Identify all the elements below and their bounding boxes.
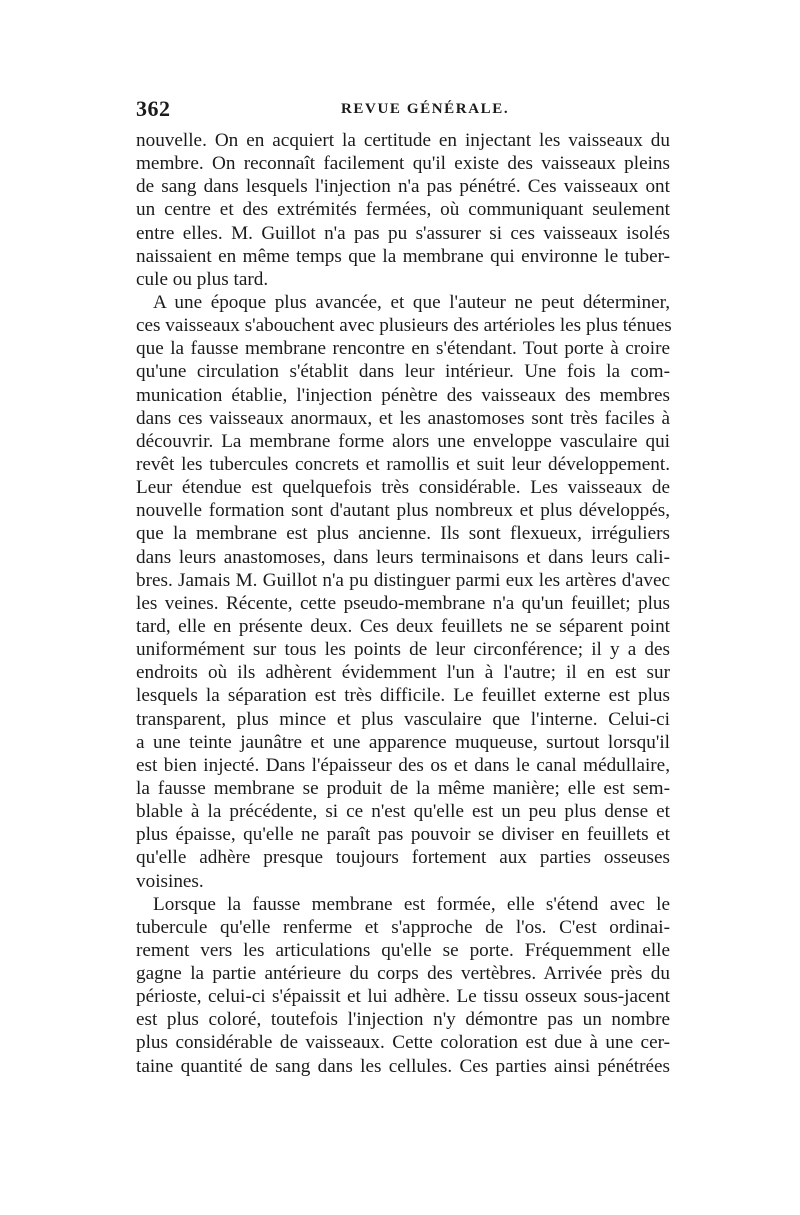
text-line: tard, elle en présente deux. Ces deux feuillets ne se séparent point <box>136 615 670 637</box>
text-line: périoste, celui-ci s'épaissit et lui adhère. Le tissu osseux sous-jacent <box>136 986 670 1008</box>
text-line: Leur étendue est quelquefois très considérable. Les vaisseaux de <box>136 477 670 499</box>
text-line: nouvelle formation sont d'autant plus nombreux et plus développés, <box>136 500 670 522</box>
text-line: que la membrane est plus ancienne. Ils sont flexueux, irréguliers <box>136 523 670 545</box>
text-line: endroits où ils adhèrent évidemment l'un à l'autre; il en est sur <box>136 662 670 684</box>
text-line: nouvelle. On en acquiert la certitude en injectant les vaisseaux du <box>136 130 670 151</box>
text-line: qu'elle adhère presque toujours fortement aux parties osseuses <box>136 847 670 869</box>
text-line: les veines. Récente, cette pseudo-membrane n'a qu'un feuillet; plus <box>136 592 670 614</box>
text-line: gagne la partie antérieure du corps des vertèbres. Arrivée près du <box>136 963 670 985</box>
paragraph-end-line: voisines. <box>136 870 204 892</box>
text-line: uniformément sur tous les points de leur circonférence; il y a des <box>136 639 670 661</box>
text-line: ces vaisseaux s'abouchent avec plusieurs des artérioles les plus ténues <box>136 315 672 337</box>
text-line: bres. Jamais M. Guillot n'a pu distinguer parmi eux les artères d'avec <box>136 569 670 591</box>
running-title: REVUE GÉNÉRALE. <box>341 101 510 117</box>
paragraph-start-line: Lorsque la fausse membrane est formée, elle s'étend avec le <box>153 893 670 915</box>
text-line: munication établie, l'injection pénètre des vaisseaux des membres <box>136 384 670 406</box>
text-line: de sang dans lesquels l'injection n'a pas pénétré. Ces vaisseaux ont <box>136 176 670 198</box>
page-header <box>136 96 670 122</box>
text-line: transparent, plus mince et plus vasculaire que l'interne. Celui-ci <box>136 708 670 730</box>
paragraph-start-line: A une époque plus avancée, et que l'auteur ne peut déterminer, <box>153 291 670 313</box>
text-line: qu'une circulation s'établit dans leur intérieur. Une fois la com- <box>136 361 670 383</box>
text-line: blable à la précédente, si ce n'est qu'elle est un peu plus dense et <box>136 801 670 823</box>
text-line: rement vers les articulations qu'elle se porte. Fréquemment elle <box>136 939 670 961</box>
text-line: lesquels la séparation est très difficile. Le feuillet externe est plus <box>136 685 670 707</box>
text-line: membre. On reconnaît facilement qu'il existe des vaisseaux pleins <box>136 153 670 175</box>
text-line: entre elles. M. Guillot n'a pas pu s'assurer si ces vaisseaux isolés <box>136 222 670 244</box>
text-line: que la fausse membrane rencontre en s'étendant. Tout porte à croire <box>136 338 670 360</box>
text-line: plus épaisse, qu'elle ne paraît pas pouvoir se diviser en feuillets et <box>136 824 670 846</box>
text-line: tubercule qu'elle renferme et s'approche de l'os. C'est ordinai- <box>136 916 670 938</box>
text-line: taine quantité de sang dans les cellules. Ces parties ainsi pénétrées <box>136 1055 670 1077</box>
text-line: un centre et des extrémités fermées, où communiquant seulement <box>136 199 670 221</box>
text-line: est bien injecté. Dans l'épaisseur des os et dans le canal médullaire, <box>136 754 670 776</box>
text-line: dans leurs anastomoses, dans leurs terminaisons et dans leurs cali- <box>136 546 670 568</box>
paragraph-end-line: cule ou plus tard. <box>136 268 269 290</box>
text-line: naissaient en même temps que la membrane qui environne le tuber- <box>136 245 670 267</box>
text-line: plus considérable de vaisseaux. Cette coloration est due à une cer- <box>136 1032 670 1054</box>
text-line: revêt les tubercules concrets et ramollis et suit leur développement. <box>136 453 670 475</box>
text-line: a une teinte jaunâtre et une apparence muqueuse, surtout lorsqu'il <box>136 731 670 753</box>
body-text <box>136 129 670 1078</box>
text-line: découvrir. La membrane forme alors une enveloppe vasculaire qui <box>136 430 670 452</box>
text-line: est plus coloré, toutefois l'injection n'y démontre pas un nombre <box>136 1009 670 1031</box>
text-line: la fausse membrane se produit de la même manière; elle est sem- <box>136 777 670 799</box>
page-number: 362 <box>136 96 171 121</box>
text-line: dans ces vaisseaux anormaux, et les anastomoses sont très faciles à <box>136 407 670 429</box>
